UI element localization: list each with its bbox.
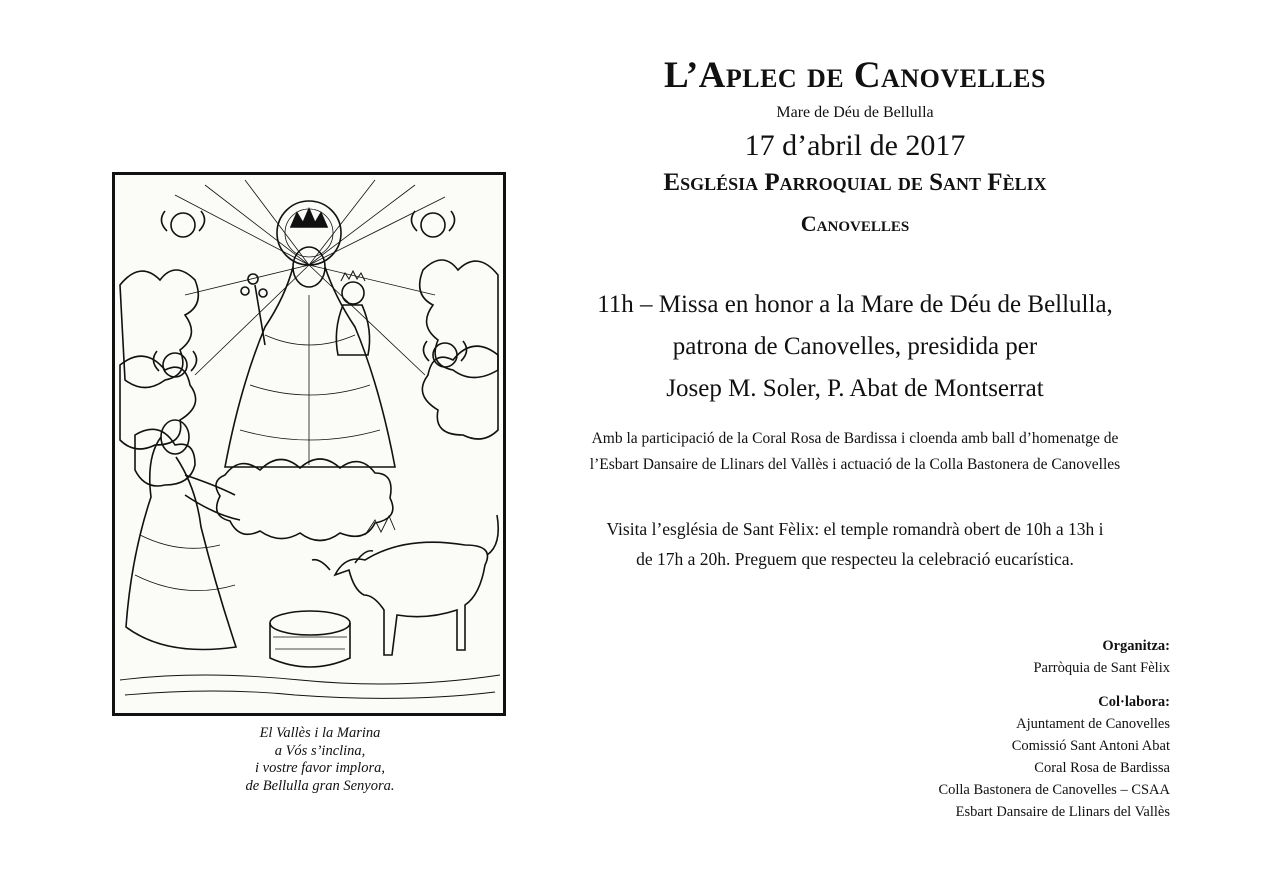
collaborator-item: Comissió Sant Antoni Abat xyxy=(1011,738,1170,754)
church-name: Església Parroquial de Sant Fèlix xyxy=(663,169,1047,196)
verse-line: i vostre favor implora, xyxy=(255,760,385,776)
virgin-figure xyxy=(225,247,395,467)
verse-line: El Vallès i la Marina xyxy=(259,725,381,741)
crown-halo xyxy=(277,201,341,265)
collaborator-item: Colla Bastonera de Canovelles – CSAA xyxy=(938,782,1170,798)
clouds-right xyxy=(420,260,498,439)
clouds-left xyxy=(120,270,198,486)
collaborator-item: Ajuntament de Canovelles xyxy=(1016,716,1170,732)
ground xyxy=(120,516,500,698)
virgin-of-bellulla-engraving xyxy=(112,172,506,716)
devotional-verse xyxy=(200,725,440,795)
collaborator-item: Coral Rosa de Bardissa xyxy=(1034,760,1170,776)
ox xyxy=(312,515,498,655)
visit-info xyxy=(520,514,1190,574)
subtitle: Mare de Déu de Bellulla xyxy=(776,104,934,121)
page-title: L’Aplec de Canovelles xyxy=(664,55,1046,96)
angel-heads xyxy=(153,211,466,377)
collaborator-item: Esbart Dansaire de Llinars del Vallès xyxy=(955,804,1170,820)
organizer-item: Parròquia de Sant Fèlix xyxy=(1033,660,1170,676)
collabora-heading: Col·labora: xyxy=(1098,694,1170,710)
visit-line: Visita l’església de Sant Fèlix: el temple romandrà obert de 10h a 13h i xyxy=(606,519,1104,539)
participation-line: l’Esbart Dansaire de Llinars del Vallès i actuació de la Colla Bastonera de Canovelles xyxy=(589,456,1121,473)
verse-line: de Bellulla gran Senyora. xyxy=(245,777,395,794)
stone-well xyxy=(270,611,350,667)
town-name: Canovelles xyxy=(800,211,910,236)
kneeling-shepherdess xyxy=(126,420,240,650)
participation-text xyxy=(520,426,1190,478)
visit-line: de 17h a 20h. Preguem que respecteu la celebració eucarística. xyxy=(636,549,1074,569)
event-date: 17 d’abril de 2017 xyxy=(744,129,966,162)
mass-announcement xyxy=(520,284,1190,410)
mass-line: Josep M. Soler, P. Abat de Montserrat xyxy=(666,375,1044,402)
clouds-bottom xyxy=(216,459,393,541)
verse-line: a Vós s’inclina, xyxy=(274,742,366,759)
organitza-heading: Organitza: xyxy=(1102,638,1170,654)
credits-block xyxy=(938,635,1170,823)
mass-line: patrona de Canovelles, presidida per xyxy=(672,333,1038,360)
participation-line: Amb la participació de la Coral Rosa de Bardissa i cloenda amb ball d’homenatge de xyxy=(591,430,1119,447)
mass-line: 11h – Missa en honor a la Mare de Déu de Bellulla, xyxy=(597,291,1113,318)
